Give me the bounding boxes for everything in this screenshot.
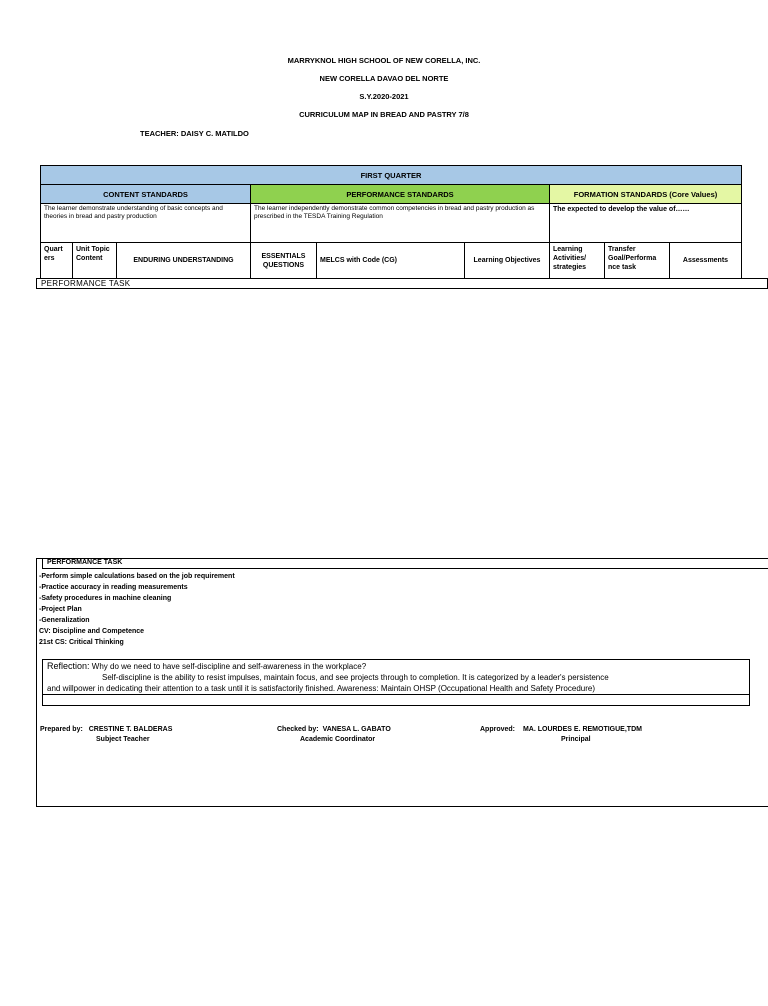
task-item: 21st CS: Critical Thinking [39,639,124,646]
prepared-by-name: CRESTINE T. BALDERAS [88,726,173,733]
checked-by-name: VANESA L. GABATO [322,726,391,733]
formation-standards-heading: FORMATION STANDARDS (Core Values) [549,184,742,204]
school-year: S.Y.2020-2021 [359,92,409,101]
school-name: MARRYKNOL HIGH SCHOOL OF NEW CORELLA, INC. [287,56,481,65]
reflection-question: Why do we need to have self-discipline and self-awareness in the workplace? [91,662,367,671]
content-standards-heading: CONTENT STANDARDS [40,184,251,204]
prepared-by-label: Prepared by: [40,726,83,733]
approved-by-block [480,725,642,735]
column-assessments: Assessments [669,242,742,279]
content-standards-text: The learner demonstrate understanding of basic concepts and theories in bread and pastry production [40,203,251,243]
teacher-name: TEACHER: DAISY C. MATILDO [140,129,249,138]
task-item: -Safety procedures in machine cleaning [39,595,172,602]
reflection-label: Reflection: [47,661,90,671]
performance-standards-text: The learner independently demonstrate common competencies in bread and pastry production as prescribed in the TESDA Training Regulation [250,203,550,243]
task-item: -Project Plan [39,606,82,613]
column-unit-topic: Unit Topic Content [72,242,117,279]
column-learning-objectives: Learning Objectives [464,242,550,279]
reflection-line-1: Self-discipline is the ability to resist impulses, maintain focus, and see projects through to completion. It is categorized by a leader's persistence [102,673,609,682]
column-transfer-goal: Transfer Goal/Performa nce task [604,242,670,279]
column-quarters: Quart ers [40,242,73,279]
approved-by-role: Principal [561,736,591,743]
prepared-by-role: Subject Teacher [96,736,150,743]
performance-task-heading: PERFORMANCE TASK [42,558,768,569]
approved-by-label: Approved: [480,726,515,733]
column-essentials-questions: ESSENTIALS QUESTIONS [250,242,317,279]
approved-by-name: MA. LOURDES E. REMOTIGUE,TDM [522,726,642,733]
school-address: NEW CORELLA DAVAO DEL NORTE [319,74,449,83]
reflection-box [42,659,750,695]
checked-by-label: Checked by: [277,726,319,733]
task-item: -Perform simple calculations based on the job requirement [39,573,235,580]
prepared-by-block [40,725,172,735]
performance-standards-heading: PERFORMANCE STANDARDS [250,184,550,204]
document-title: CURRICULUM MAP IN BREAD AND PASTRY 7/8 [299,110,469,119]
reflection-footer-row [42,694,750,706]
column-melcs: MELCS with Code (CG) [316,242,465,279]
task-item: -Generalization [39,617,90,624]
task-item: -Practice accuracy in reading measurements [39,584,188,591]
task-item: CV: Discipline and Competence [39,628,145,635]
checked-by-role: Academic Coordinator [300,736,376,743]
reflection-awareness: Awareness: Maintain OHSP (Occupational Health and Safety Procedure) [336,684,595,693]
checked-by-block [277,725,391,735]
quarter-heading: FIRST QUARTER [40,165,742,185]
formation-standards-text: The expected to develop the value of…… [549,203,742,243]
column-enduring-understanding: ENDURING UNDERSTANDING [116,242,251,279]
reflection-line-2: and willpower in dedicating their attention to a task until it is satisfactorily finished. [47,684,336,693]
performance-task-bar: PERFORMANCE TASK [36,278,768,289]
column-learning-activities: Learning Activities/ strategies [549,242,605,279]
